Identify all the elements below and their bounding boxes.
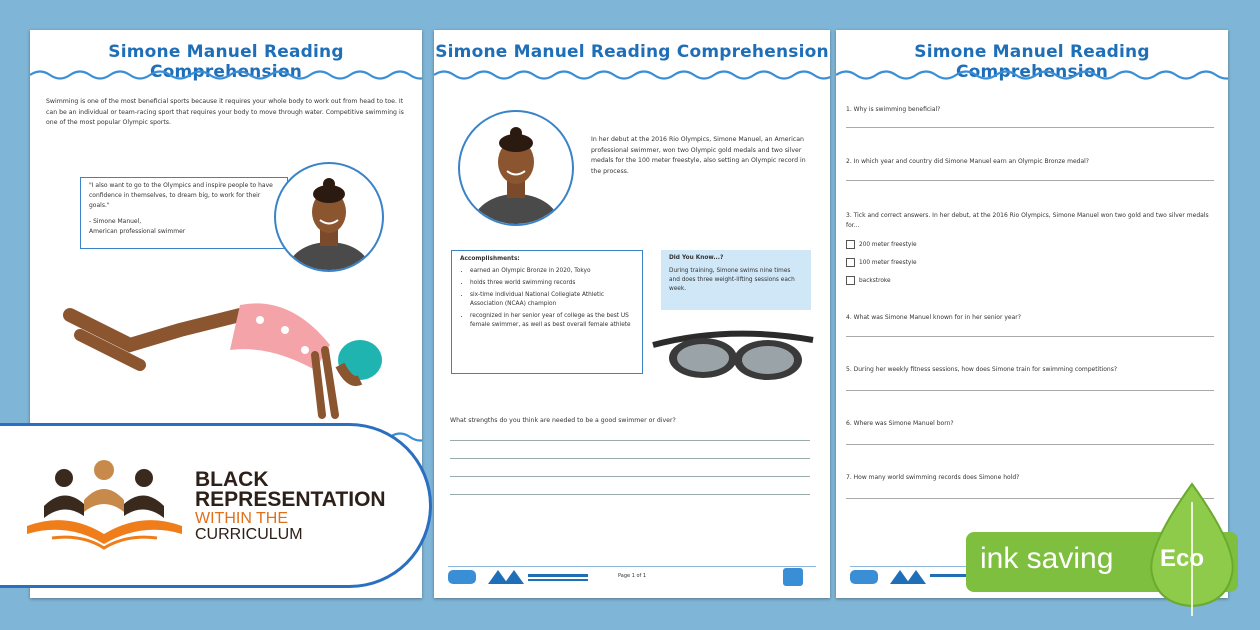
intro-paragraph: Swimming is one of the most beneficial sports because it requires your whole body to work out from head to toe. It can be an individual or team-racing sport that requires your body to move through water. Competitive swimming is one of the most popular Olympic sports. xyxy=(46,98,404,126)
writing-question: What strengths do you think are needed to be a good swimmer or diver? xyxy=(450,417,676,424)
option-backstroke[interactable] xyxy=(846,276,891,285)
wave-divider xyxy=(836,68,1228,82)
page-title: Simone Manuel Reading Comprehension xyxy=(435,42,829,62)
page-title: Simone Manuel Reading Comprehension xyxy=(108,42,344,82)
page-number: Page 1 of 1 xyxy=(618,573,647,579)
accomplishments-title: Accomplishments: xyxy=(460,256,520,262)
ink-saving-label: ink saving xyxy=(980,542,1114,575)
checkbox[interactable] xyxy=(846,258,855,267)
athlete-portrait xyxy=(458,110,574,226)
answer-line xyxy=(450,494,810,495)
worksheet-page-2 xyxy=(434,30,830,598)
answer-line xyxy=(846,390,1214,391)
wave-divider xyxy=(30,68,422,82)
question-2: 2. In which year and country did Simone Manuel earn an Olympic Bronze medal? xyxy=(846,158,1089,165)
question-1: 1. Why is swimming beneficial? xyxy=(846,106,941,113)
checkbox[interactable] xyxy=(846,240,855,249)
answer-line xyxy=(846,444,1214,445)
answer-line xyxy=(450,458,810,459)
athlete-portrait xyxy=(274,162,384,272)
answer-line xyxy=(846,127,1214,128)
quote-text: "I also want to go to the Olympics and inspire people to have confidence in themselves, to dream big, to work for their goals." xyxy=(89,182,273,209)
goggles-illustration xyxy=(648,320,818,390)
question-5: 5. During her weekly fitness sessions, how does Simone train for swimming competitions? xyxy=(846,366,1118,373)
question-3: 3. Tick and correct answers. In her debut, at the 2016 Rio Olympics, Simone Manuel won two gold and two silver medals for... xyxy=(846,212,1209,229)
quote-role: American professional swimmer xyxy=(89,228,186,235)
accomplishments-list xyxy=(460,267,634,330)
question-4: 4. What was Simone Manuel known for in her senior year? xyxy=(846,314,1021,321)
eco-label: Eco xyxy=(1160,545,1205,572)
accomplishments-box xyxy=(451,250,643,374)
option-label: 200 meter freestyle xyxy=(859,242,917,248)
intro-paragraph: In her debut at the 2016 Rio Olympics, Simone Manuel, an American professional swimmer, won two Olympic gold medals and two silver medals for the 100 meter freestyle, also setting an Olympic record in the process. xyxy=(591,136,806,175)
open-book-logo-icon xyxy=(22,456,187,551)
quote-author: - Simone Manuel, xyxy=(89,218,142,225)
answer-line xyxy=(450,440,810,441)
answer-line xyxy=(846,336,1214,337)
banner-line-2: REPRESENTATION xyxy=(195,488,386,511)
checkbox[interactable] xyxy=(846,276,855,285)
answer-line xyxy=(846,180,1214,181)
list-item: • six-time individual National Collegiate Athletic Association (NCAA) champion xyxy=(470,291,634,309)
wave-divider xyxy=(434,68,830,82)
did-you-know-title: Did You Know...? xyxy=(669,255,724,261)
banner-line-3: WITHIN THE xyxy=(195,510,289,527)
page-title: Simone Manuel Reading Comprehension xyxy=(914,42,1150,82)
banner-line-4: CURRICULUM xyxy=(195,526,303,543)
did-you-know-box xyxy=(661,250,811,310)
list-item: • earned an Olympic Bronze in 2020, Tokyo xyxy=(470,267,634,276)
option-label: backstroke xyxy=(859,278,891,284)
quote-box xyxy=(80,177,288,249)
option-100-freestyle[interactable] xyxy=(846,258,917,267)
did-you-know-text: During training, Simone swims nine times and does three weight-lifting sessions each week. xyxy=(669,268,795,292)
black-representation-banner xyxy=(0,423,432,588)
list-item: • recognized in her senior year of college as the best US female swimmer, as well as best overall female athlete xyxy=(470,312,634,330)
option-label: 100 meter freestyle xyxy=(859,260,917,266)
answer-line xyxy=(450,476,810,477)
list-item: • holds three world swimming records xyxy=(470,279,634,288)
question-7: 7. How many world swimming records does Simone hold? xyxy=(846,474,1020,481)
question-6: 6. Where was Simone Manuel born? xyxy=(846,420,954,427)
banner-line-1: BLACK xyxy=(195,468,269,491)
diver-illustration xyxy=(60,275,400,425)
page-footer xyxy=(448,566,816,588)
option-200-freestyle[interactable] xyxy=(846,240,917,249)
